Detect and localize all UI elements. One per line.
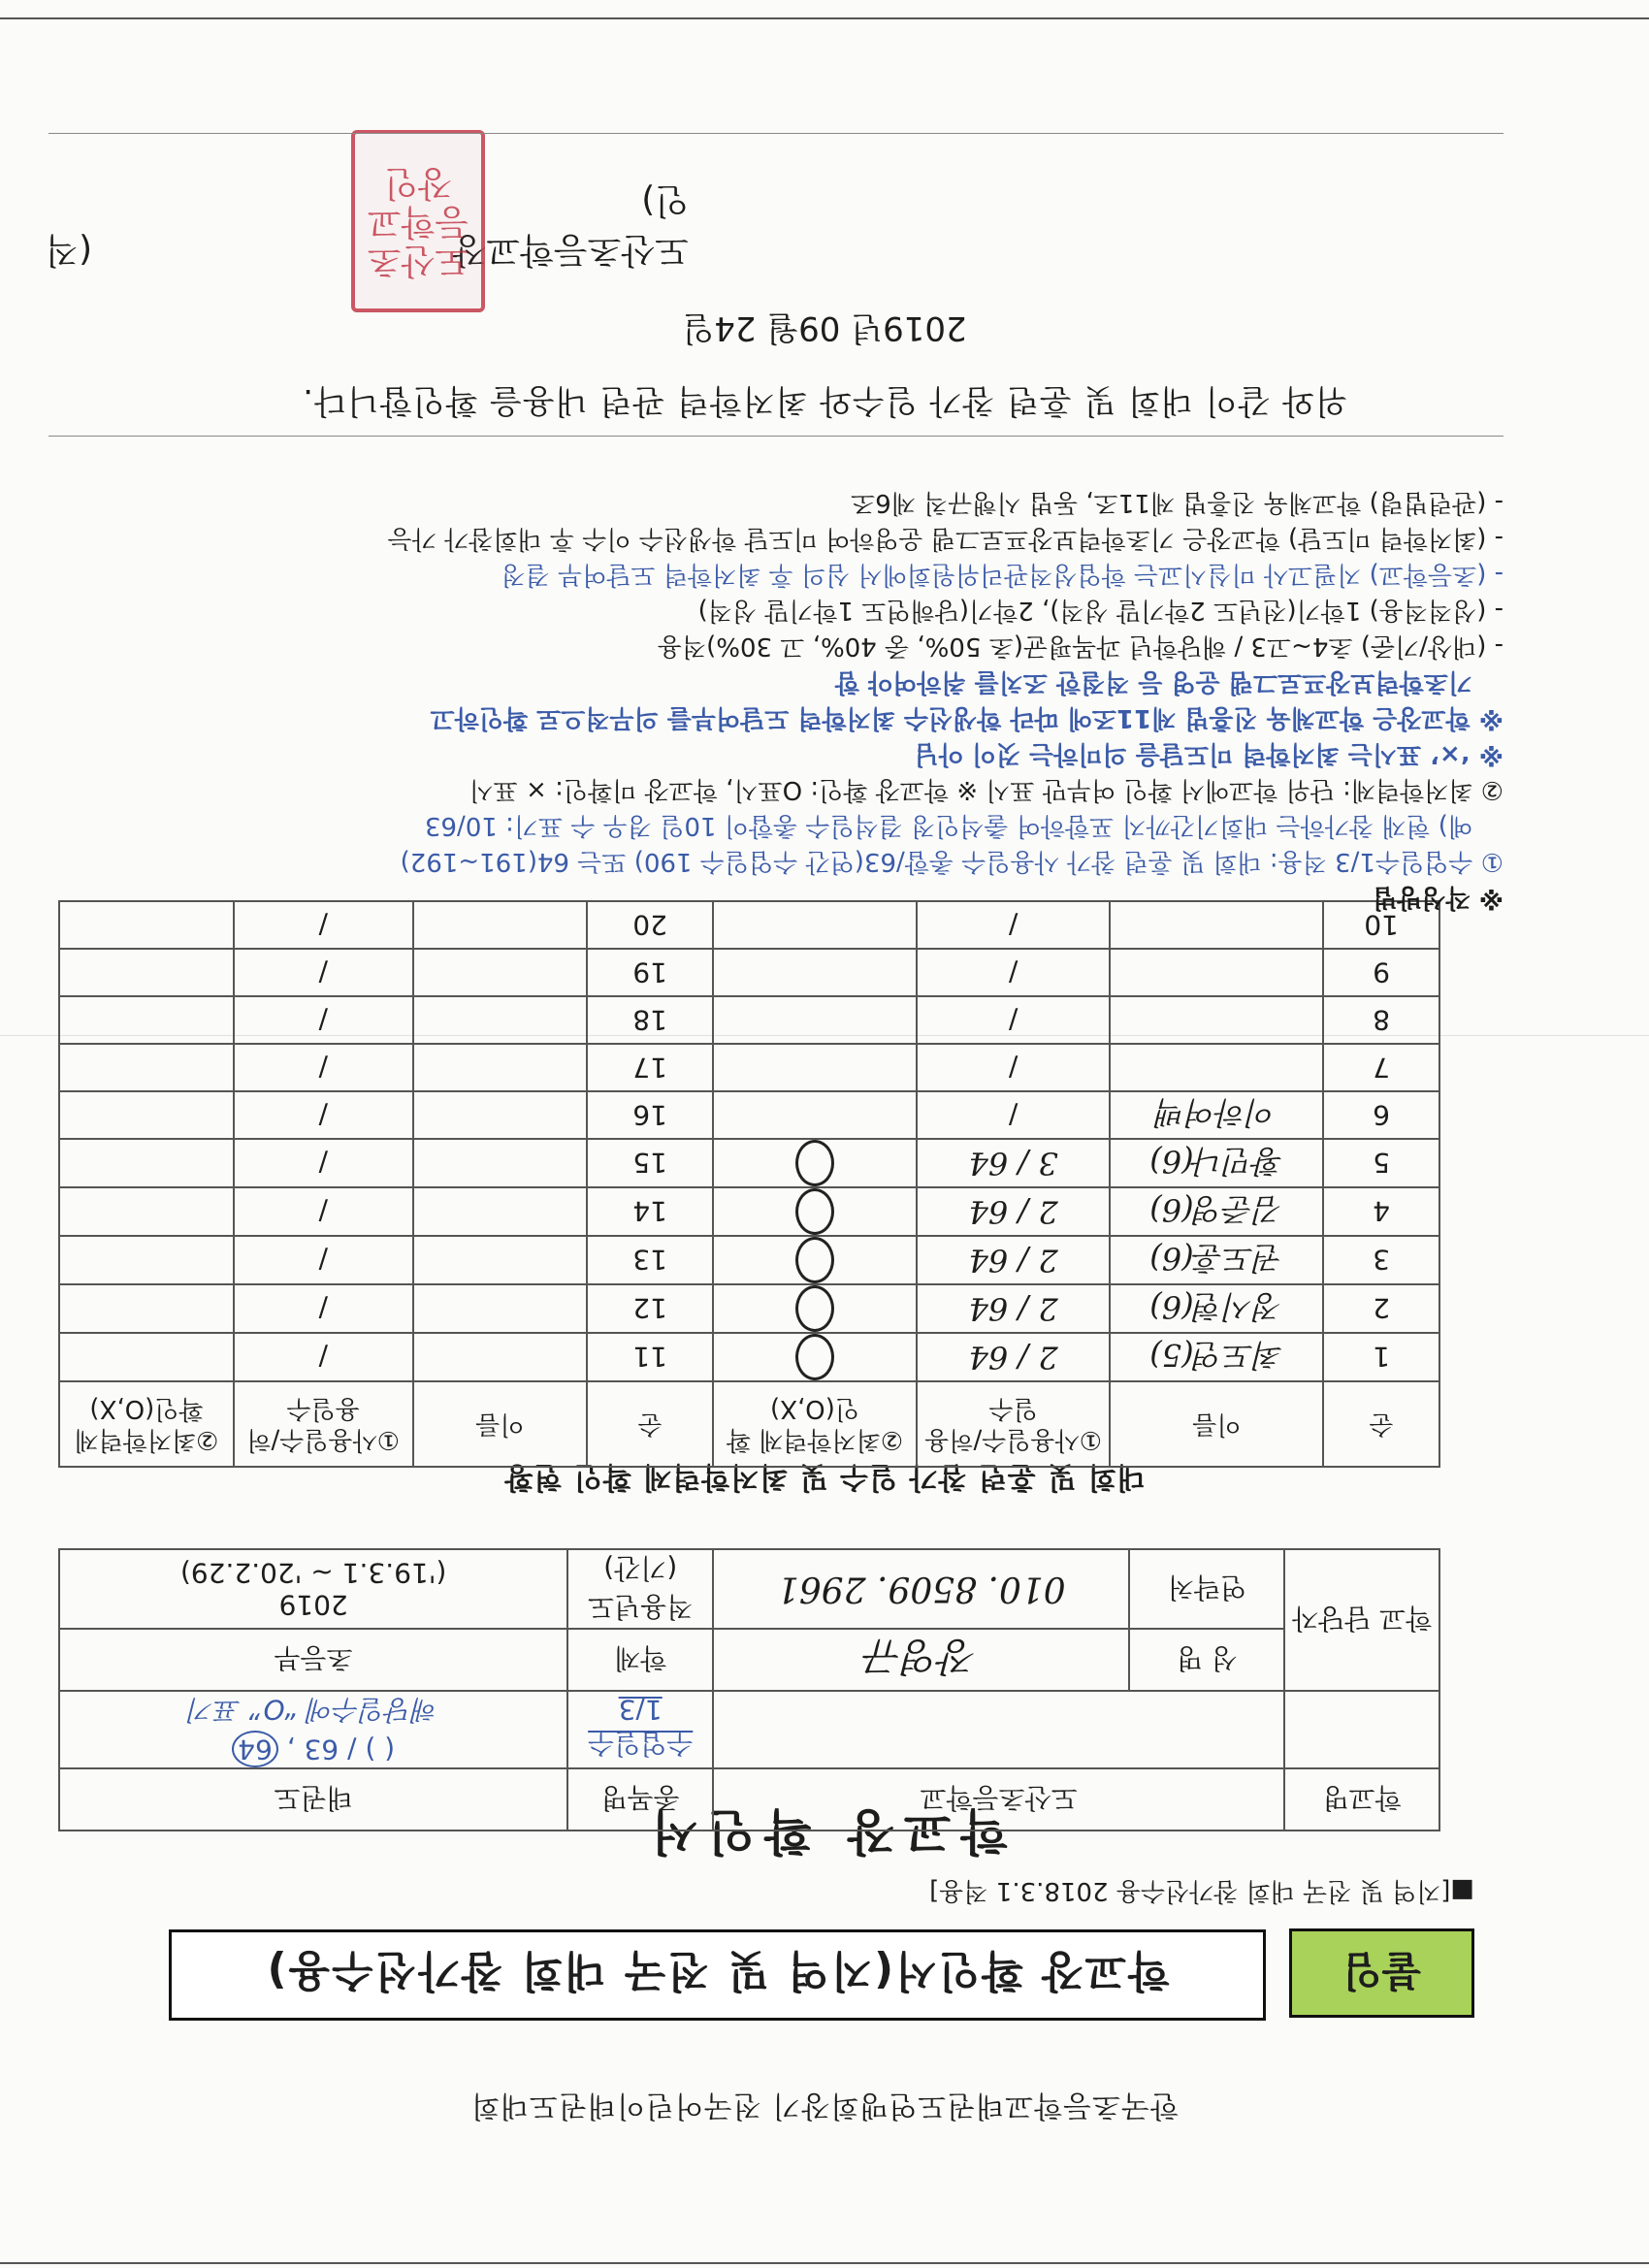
row-days-cell: /: [234, 1333, 413, 1381]
row-check-cell: [59, 1284, 234, 1333]
note-5: - (대상/기준) 초4~고3 / 해당학년 과목평균(초 50%, 중 40%, 고 30%)적용: [657, 632, 1504, 661]
manager-label: 학교 담당자: [1284, 1549, 1439, 1691]
table-row: [59, 1091, 1439, 1139]
divider: [48, 133, 1504, 134]
class-days-label: 수업일수: [588, 1728, 694, 1761]
class-days-formula: ( ) / 63 ,: [286, 1733, 396, 1766]
check-mark-o: [795, 1140, 834, 1186]
note-2: ② 최저학력제: 단위 학교에서 확인 여부만 표시 ※ 학교장 확인: O표시, 학교장 미확인: × 표시: [469, 775, 1504, 804]
column-header: 순: [1323, 1381, 1439, 1467]
row-days-cell: /: [234, 901, 413, 949]
row-days-cell: /: [234, 1284, 413, 1333]
row-check-cell: [713, 1044, 917, 1091]
name-value: 장영규: [713, 1629, 1129, 1691]
records-table: [58, 900, 1440, 1468]
row-name-cell: 정시현(6): [1111, 1284, 1324, 1333]
records-title: 대회 및 훈련 참가 일수 및 최저학력제 확인 현황: [503, 1460, 1146, 1494]
row-no-cell: 18: [587, 996, 713, 1044]
column-header: 이름: [1111, 1381, 1324, 1467]
row-no-cell: 6: [1323, 1091, 1439, 1139]
row-check-cell: [59, 1236, 234, 1284]
row-check-cell: [713, 1139, 917, 1187]
table-row: [59, 949, 1439, 996]
table-row: [59, 1333, 1439, 1381]
row-days-cell: 3 / 64: [917, 1139, 1111, 1187]
row-check-cell: [59, 1044, 234, 1091]
row-name-cell: [413, 1044, 588, 1091]
confirmation-sentence: 위와 같이 대회 및 훈련 참가 일수와 최저학력 관련 내용을 확인합니다.: [302, 381, 1347, 420]
row-check-cell: [59, 1333, 234, 1381]
row-no-cell: 17: [587, 1044, 713, 1091]
row-name-cell: 황민나(6): [1111, 1139, 1324, 1187]
check-mark-o: [795, 1285, 834, 1332]
row-check-cell: [713, 1187, 917, 1236]
row-no-cell: 9: [1323, 949, 1439, 996]
row-days-cell: /: [234, 1091, 413, 1139]
top-edge-line: [0, 2262, 1649, 2264]
row-no-cell: 8: [1323, 996, 1439, 1044]
row-days-cell: /: [917, 1091, 1111, 1139]
name-label: 성 명: [1130, 1629, 1285, 1691]
row-no-cell: 16: [587, 1091, 713, 1139]
check-mark-o: [795, 1188, 834, 1235]
confirmation-date: 2019년 09월 24일: [682, 308, 967, 347]
row-no-cell: 12: [587, 1284, 713, 1333]
row-no-cell: 1: [1323, 1333, 1439, 1381]
document-title: 학교장 확인서(지역 및 전국 대회 참가선수용): [169, 1929, 1266, 2021]
note-4: ※ 학교장은 학교체육 진흥법 제11조에 따라 학생선수 최저학력 도달여부를 의무적으로 확인하고: [430, 703, 1504, 732]
note-9: - (관련법령) 학교체육 진흥법 제11조, 동법 시행규칙 제6조: [851, 488, 1504, 517]
event-value: 태권도: [59, 1768, 567, 1831]
row-check-cell: [713, 996, 917, 1044]
table-row: [59, 1187, 1439, 1236]
row-days-cell: 2 / 64: [917, 1284, 1111, 1333]
notes-heading: ※ 작성방법: [1373, 883, 1504, 912]
row-check-cell: [59, 1139, 234, 1187]
row-no-cell: 15: [587, 1139, 713, 1187]
signer-line: [0, 178, 689, 277]
table-row: [59, 1139, 1439, 1187]
school-level-value: 초등부: [59, 1629, 567, 1691]
records-header-row: [59, 1381, 1439, 1467]
column-header: 이름: [413, 1381, 588, 1467]
row-no-cell: 14: [587, 1187, 713, 1236]
seal-label: (직인): [45, 180, 689, 270]
row-no-cell: 20: [587, 901, 713, 949]
contact-value: 010. 8509. 2961: [713, 1549, 1129, 1629]
column-header: ①사용일수/허용일수: [234, 1381, 413, 1467]
table-row: [59, 996, 1439, 1044]
category-badge: 붙임: [1289, 1928, 1474, 2018]
row-no-cell: 11: [587, 1333, 713, 1381]
row-check-cell: [59, 1187, 234, 1236]
column-header: ①사용일수/허용일수: [917, 1381, 1111, 1467]
row-check-cell: [713, 949, 917, 996]
circled-days-value: 64: [232, 1731, 278, 1767]
row-name-cell: [413, 996, 588, 1044]
row-days-cell: /: [234, 1236, 413, 1284]
note-4b: 기초학력보장프로그램 운영 등 적절한 조치를 취하여야 함: [834, 667, 1472, 697]
row-name-cell: [1111, 949, 1324, 996]
row-days-cell: /: [234, 949, 413, 996]
row-days-cell: /: [234, 1044, 413, 1091]
row-name-cell: [413, 1284, 588, 1333]
row-name-cell: 이하여백: [1111, 1091, 1324, 1139]
row-check-cell: [713, 1236, 917, 1284]
row-name-cell: [413, 1139, 588, 1187]
row-days-cell: /: [917, 901, 1111, 949]
period-label: 적용년도 (기간): [567, 1549, 713, 1629]
period-range: ('19.3.1 ~ '20.2.29): [179, 1557, 447, 1589]
blank-cell: [1284, 1691, 1439, 1768]
school-level-label: 학제: [567, 1629, 713, 1691]
row-check-cell: [59, 1091, 234, 1139]
row-days-cell: /: [234, 1187, 413, 1236]
row-days-cell: /: [917, 949, 1111, 996]
row-name-cell: 김준영(6): [1111, 1187, 1324, 1236]
row-days-cell: 2 / 64: [917, 1236, 1111, 1284]
organizer-title: 한국초등학교태권도연맹회장기 전국어린이태권도대회: [469, 2089, 1180, 2122]
row-no-cell: 4: [1323, 1187, 1439, 1236]
period-year: 2019: [278, 1589, 348, 1621]
table-row: [59, 1236, 1439, 1284]
row-name-cell: [413, 1187, 588, 1236]
divider: [48, 436, 1504, 437]
seal-text: 도산초등학교장인: [367, 163, 469, 280]
page-title: 학교장 확인서: [641, 1803, 1008, 1860]
row-days-cell: 2 / 64: [917, 1333, 1111, 1381]
event-label: 종목명: [567, 1768, 713, 1831]
class-days-hint: 해당일수에 “O” 표기: [188, 1694, 439, 1726]
class-days-formula-cell: [59, 1691, 567, 1768]
check-mark-o: [795, 1334, 834, 1380]
row-name-cell: [1111, 1044, 1324, 1091]
row-no-cell: 13: [587, 1236, 713, 1284]
note-1: ① 수업일수1/3 적용: 대회 및 훈련 참가 사용일수 총합/63(연간 수업일수 190) 또는 64(191~192): [400, 847, 1504, 876]
row-check-cell: [713, 1333, 917, 1381]
bottom-edge-line: [0, 17, 1649, 19]
school-seal: [351, 130, 485, 312]
row-name-cell: 권도훈(6): [1111, 1236, 1324, 1284]
notes-section: [78, 484, 1504, 915]
row-name-cell: [413, 1333, 588, 1381]
row-name-cell: [1111, 996, 1324, 1044]
column-header: 순: [587, 1381, 713, 1467]
note-3: ※ ‘×’ 표시는 최저학력 미도달을 의미하는 것이 아님: [914, 739, 1504, 768]
table-row: [59, 1284, 1439, 1333]
column-header: ②최저학력제 확인(O,X): [713, 1381, 917, 1467]
row-name-cell: [413, 1236, 588, 1284]
row-days-cell: /: [234, 996, 413, 1044]
school-label: 학교명: [1284, 1768, 1439, 1831]
note-6: - (성적적용) 1학기(전년도 2학기말 성적), 2학기(당해연도 1학기말 성적): [697, 596, 1504, 625]
row-name-cell: [413, 949, 588, 996]
contact-label: 연락처: [1130, 1549, 1285, 1629]
column-header: ②최저학력제 확인(O,X): [59, 1381, 234, 1467]
note-1b: 예) 현재 참가하는 대회기간까지 포함하여 출석인정 결석일수 총합이 10일 경우 수 표기: 10/63: [424, 811, 1472, 840]
signer-name: 도산초등학교장: [452, 230, 689, 270]
row-no-cell: 7: [1323, 1044, 1439, 1091]
row-days-cell: /: [917, 996, 1111, 1044]
row-check-cell: [59, 996, 234, 1044]
row-days-cell: /: [917, 1044, 1111, 1091]
note-8: - (최저학력 미도달) 학교장은 기초학력보장프로그램 운영하여 미도달 학생선수 이수 후 대회참가 가능: [387, 524, 1504, 553]
row-check-cell: [59, 949, 234, 996]
row-no-cell: 2: [1323, 1284, 1439, 1333]
row-check-cell: [713, 1284, 917, 1333]
school-value: 도산초등학교: [713, 1768, 1284, 1831]
blank-cell: [713, 1691, 1284, 1768]
row-days-cell: /: [234, 1139, 413, 1187]
row-no-cell: 3: [1323, 1236, 1439, 1284]
school-info-table: [58, 1548, 1440, 1831]
row-no-cell: 5: [1323, 1139, 1439, 1187]
row-no-cell: 10: [1323, 901, 1439, 949]
note-7: - (초등학교) 지필고사 미실시교는 학업성적관리위원회에서 심의 후 최저학력 도달여부 결정: [501, 560, 1504, 589]
row-no-cell: 19: [587, 949, 713, 996]
rule-note: ■[지역 및 전국 대회 참가선수용 2018.3.1 적용]: [929, 1876, 1474, 1905]
class-days-cell: [567, 1691, 713, 1768]
row-name-cell: 최도연(5): [1111, 1333, 1324, 1381]
check-mark-o: [795, 1237, 834, 1283]
row-check-cell: [713, 1091, 917, 1139]
row-name-cell: [413, 1091, 588, 1139]
class-days-value: 1/3: [618, 1694, 663, 1727]
table-row: [59, 1044, 1439, 1091]
period-cell: [59, 1549, 567, 1629]
row-days-cell: 2 / 64: [917, 1187, 1111, 1236]
